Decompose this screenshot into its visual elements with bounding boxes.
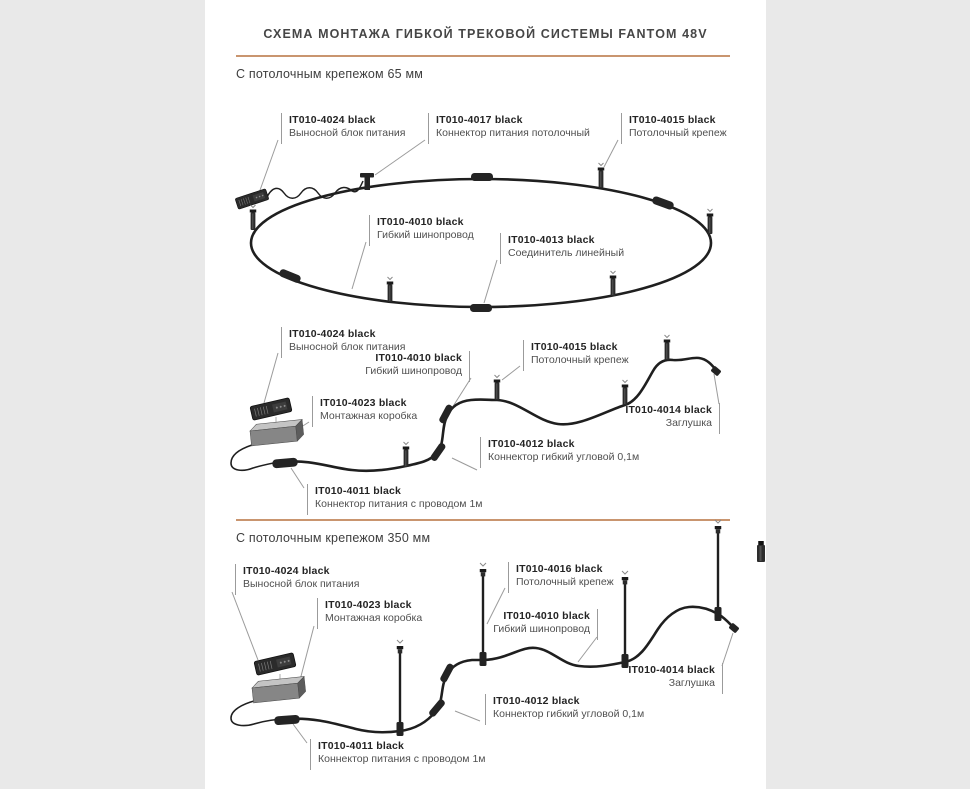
ceiling-mount-icon [707,209,714,234]
part-label [307,484,483,515]
part-code: IT010-4011 black [318,740,405,752]
part-label [310,739,486,770]
power-supply-icon [254,653,296,676]
part-label [523,340,629,371]
part-code: IT010-4012 black [488,438,575,450]
pendant-holder-icon [397,722,404,736]
ceiling-mount-icon [403,442,410,467]
power-connector-icon [272,458,298,469]
part-label [508,562,614,593]
part-code: IT010-4024 black [243,565,330,577]
corner-connector-icon [438,404,454,425]
part-name: Коннектор питания с проводом 1м [315,498,483,510]
part-code: IT010-4024 black [289,114,376,126]
corner-connector-icon [439,663,455,684]
section-1-heading: С потолочным крепежом 65 мм [236,67,424,81]
ceiling-mount-icon [387,277,394,302]
part-name: Монтажная коробка [325,612,423,624]
part-name: Потолочный крепеж [629,127,727,139]
part-code: IT010-4011 black [315,485,402,497]
linear-connector-icon [278,268,301,284]
page-title: СХЕМА МОНТАЖА ГИБКОЙ ТРЕКОВОЙ СИСТЕМЫ FANTOM 48V [263,27,708,41]
section-2-heading: С потолочным крепежом 350 мм [236,531,431,545]
part-label [428,113,590,144]
power-connector-icon [274,715,300,726]
part-label [628,663,723,694]
linear-connector-icon [651,195,674,210]
part-name: Коннектор питания потолочный [436,127,590,139]
part-name: Гибкий шинопровод [365,365,462,377]
part-code: IT010-4014 black [625,404,712,416]
part-name: Гибкий шинопровод [377,229,474,241]
part-code: IT010-4023 black [325,599,412,611]
pendant-holder-icon [715,607,722,621]
part-label [500,233,624,264]
part-code: IT010-4014 black [628,664,715,676]
pendant-mount-icon [397,640,404,653]
part-code: IT010-4015 black [531,341,618,353]
corner-connector-icon [428,698,446,718]
part-name: Выносной блок питания [289,341,406,353]
part-name: Выносной блок питания [243,578,360,590]
diagram-ring-65mm [235,140,713,312]
pendant-mount-icon [622,571,629,584]
flex-track-ring [251,179,711,307]
part-label [625,403,720,434]
detached-mount-icon [757,541,765,562]
part-code: IT010-4010 black [503,610,590,622]
part-label [235,564,359,595]
linear-connector-icon [471,173,493,181]
part-label [317,598,422,629]
part-code: IT010-4010 black [377,216,464,228]
part-label [281,113,405,144]
part-name: Соединитель линейный [508,247,625,259]
part-name: Потолочный крепеж [516,576,614,588]
part-name: Коннектор гибкий угловой 0,1м [488,451,640,463]
part-name: Заглушка [668,677,715,689]
ceiling-mount-icon [664,335,671,360]
part-name: Коннектор гибкий угловой 0,1м [493,708,645,720]
part-label [480,437,639,468]
pendant-mount-icon [715,520,722,533]
ceiling-mount-icon [598,163,605,188]
part-name: Заглушка [665,417,712,429]
part-code: IT010-4012 black [493,695,580,707]
part-label [485,694,644,725]
ceiling-mount-icon [494,375,501,400]
part-label [312,396,417,427]
part-name: Выносной блок питания [289,127,406,139]
ceiling-mount-icon [622,380,629,405]
part-name: Коннектор питания с проводом 1м [318,753,486,765]
part-name: Потолочный крепеж [531,354,629,366]
pendant-holder-icon [480,652,487,666]
linear-connector-icon [470,304,492,312]
part-label [365,351,470,382]
part-name: Гибкий шинопровод [493,623,590,635]
corner-connector-icon [429,442,446,462]
part-code: IT010-4016 black [516,563,603,575]
part-code: IT010-4024 black [289,328,376,340]
part-code: IT010-4017 black [436,114,523,126]
pendant-mount-icon [480,563,487,576]
ceiling-mount-icon [250,205,257,230]
part-label [621,113,727,144]
part-label [369,215,474,246]
part-label [493,609,598,640]
part-name: Монтажная коробка [320,410,418,422]
power-supply-icon [250,398,292,421]
part-code: IT010-4010 black [375,352,462,364]
mounting-box-icon [249,419,304,445]
part-code: IT010-4023 black [320,397,407,409]
part-code: IT010-4013 black [508,234,595,246]
mounting-box-icon [251,676,306,702]
ceiling-mount-icon [610,271,617,296]
part-code: IT010-4015 black [629,114,716,126]
